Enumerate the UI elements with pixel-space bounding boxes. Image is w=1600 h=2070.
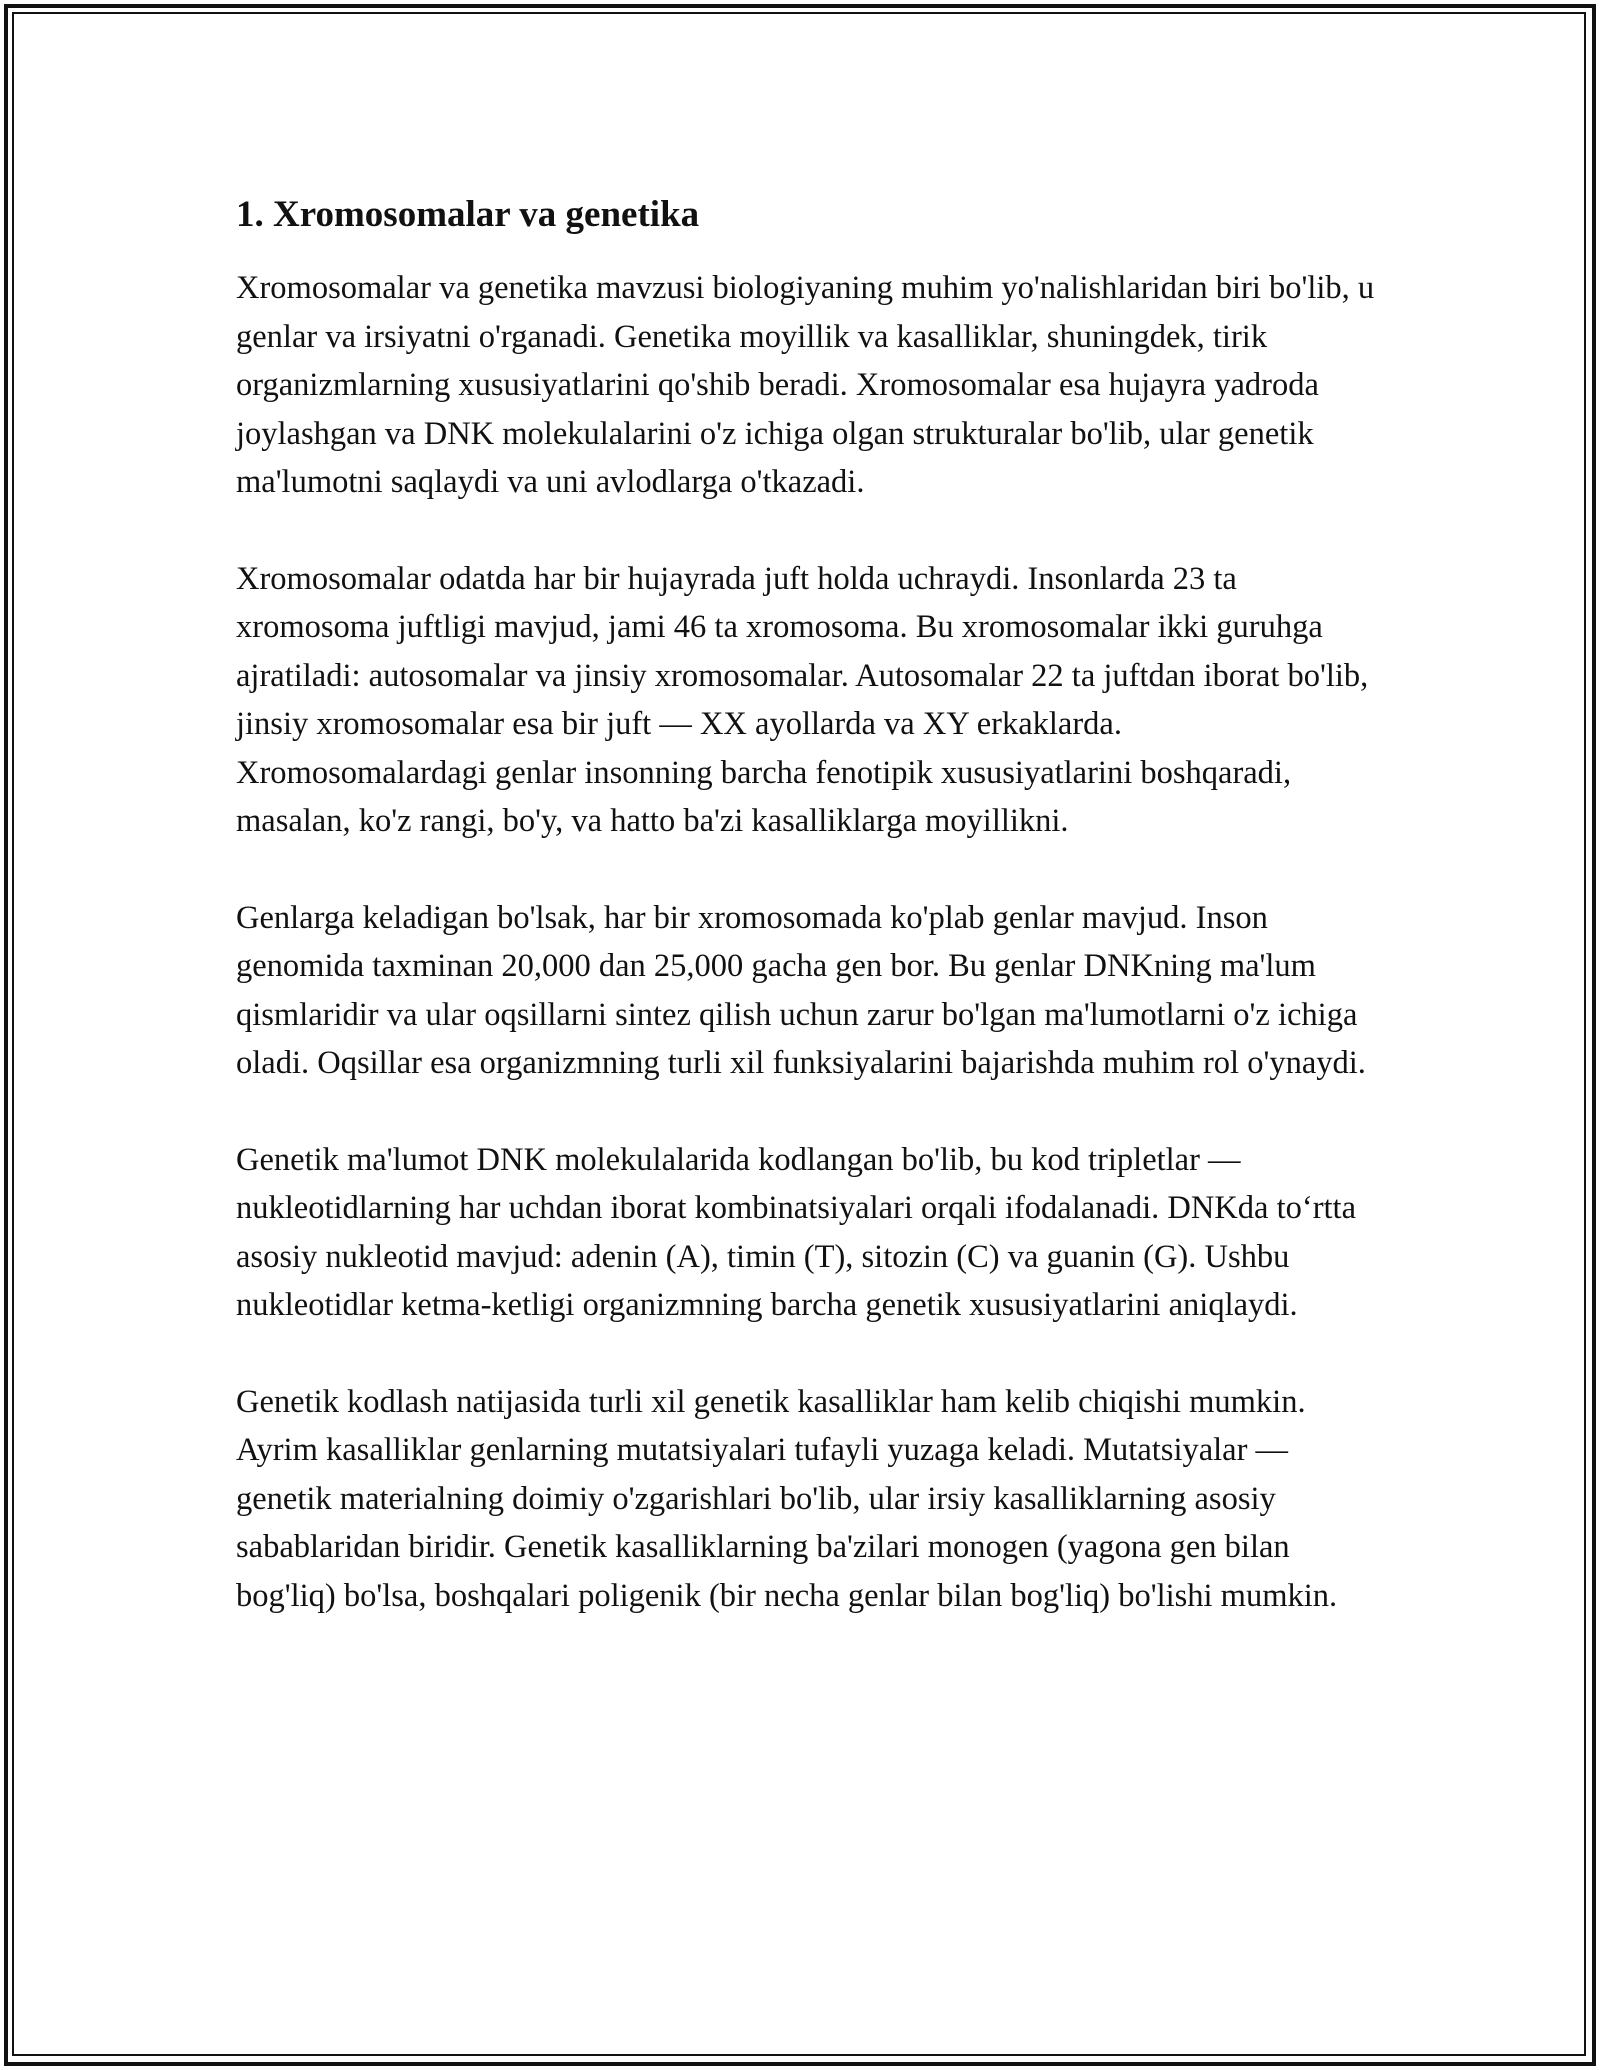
paragraph-chromosome-pairs: Xromosomalar odatda har bir hujayrada juft holda uchraydi. Insonlarda 23 ta xromosoma juftligi mavjud, jami 46 ta xromosoma. Bu xromosomalar ikki guruhga ajratiladi: autosomalar va jinsiy xromosomalar. Autosomalar 22 ta juftdan iborat bo'lib, jinsiy xromosomalar esa bir juft — XX ayollarda va XY erkaklarda. Xromosomalardagi genlar insonning barcha fenotipik xususiyatlarini boshqaradi, masalan, ko'z rangi, bo'y, va hatto ba'zi kasalliklarga moyillikni. bbox=[236, 560, 1369, 839]
paragraph-intro: Xromosomalar va genetika mavzusi biologiyaning muhim yo'nalishlaridan biri bo'lib, u genlar va irsiyatni o'rganadi. Genetika moyillik va kasalliklar, shuningdek, tirik organizmlarning xususiyatlarini qo'shib beradi. Xromosomalar esa hujayra yadroda joylashgan va DNK molekulalarini o'z ichiga olgan strukturalar bo'lib, ular genetik ma'lumotni saqlaydi va uni avlodlarga o'tkazadi. bbox=[236, 270, 1375, 500]
paragraph-genetic-code: Genetik ma'lumot DNK molekulalarida kodlangan bo'lib, bu kod tripletlar — nukleotidlarning har uchdan iborat kombinatsiyalari orqali ifodalanadi. DNKda to‘rtta asosiy nukleotid mavjud: adenin (A), timin (T), sitozin (C) va guanin (G). Ushbu nukleotidlar ketma-ketligi organizmning barcha genetik xususiyatlarini aniqlaydi. bbox=[236, 1141, 1357, 1323]
paragraph-genetic-diseases: Genetik kodlash natijasida turli xil genetik kasalliklar ham kelib chiqishi mumkin. Ayrim kasalliklar genlarning mutatsiyalari tufayli yuzaga keladi. Mutatsiyalar — genetik materialning doimiy o'zgarishlari bo'lib, ular irsiy kasalliklarning asosiy sabablaridan biridir. Genetik kasalliklarning ba'zilari monogen (yagona gen bilan bog'liq) bo'lsa, boshqalari poligenik (bir necha genlar bilan bog'liq) bo'lishi mumkin. bbox=[236, 1383, 1338, 1614]
paragraph-genes: Genlarga keladigan bo'lsak, har bir xromosomada ko'plab genlar mavjud. Inson genomida taxminan 20,000 dan 25,000 gacha gen bor. Bu genlar DNKning ma'lum qismlaridir va ular oqsillarni sintez qilish uchun zarur bo'lgan ma'lumotlarni o'z ichiga oladi. Oqsillar esa organizmning turli xil funksiyalarini bajarishda muhim rol o'ynaydi. bbox=[236, 899, 1366, 1081]
section-title: 1. Xromosomalar va genetika bbox=[236, 194, 700, 235]
document-body bbox=[236, 190, 1376, 1668]
